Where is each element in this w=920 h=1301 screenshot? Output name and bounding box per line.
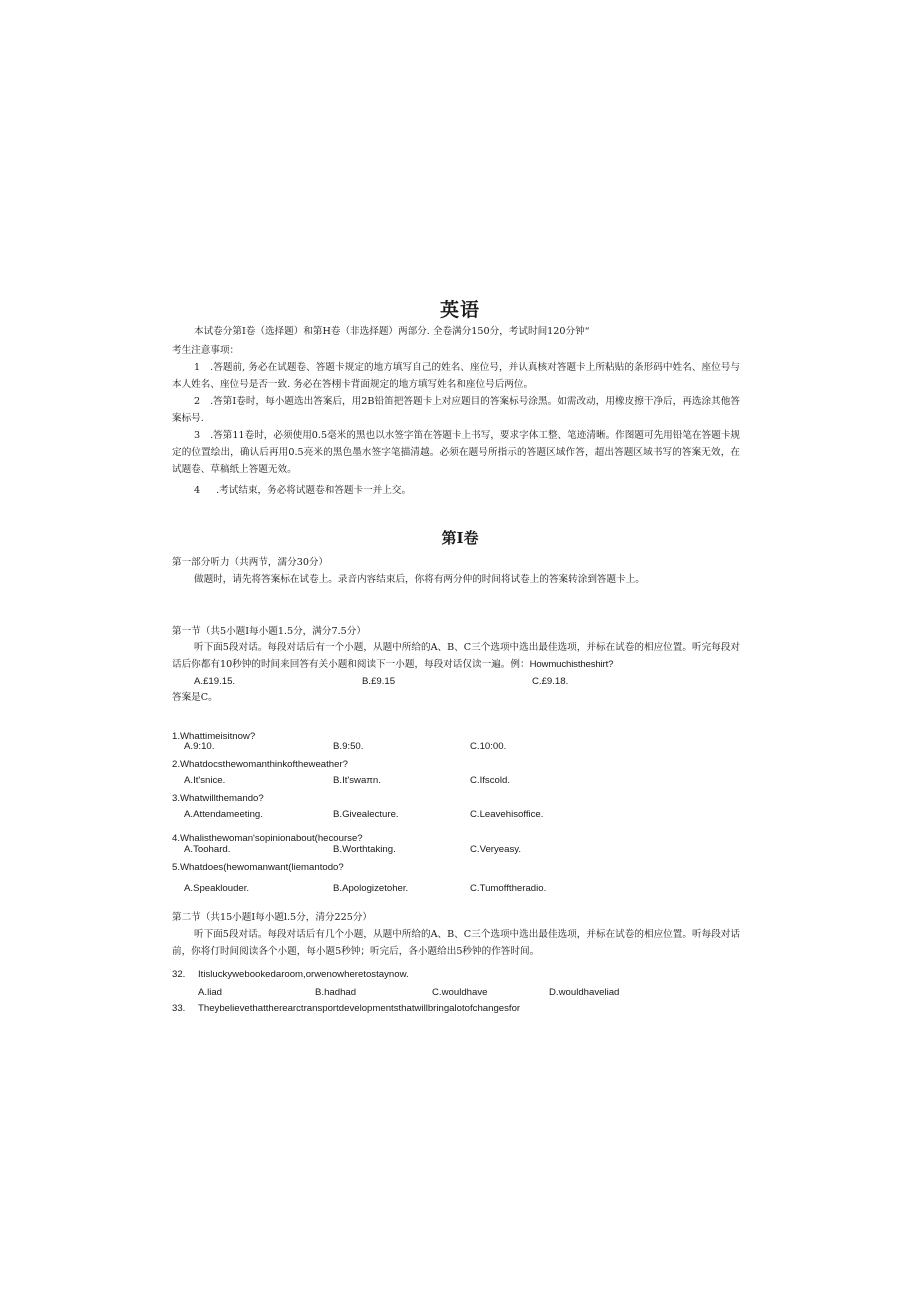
question-2: 2.Whatdocsthewomanthinkoftheweather? xyxy=(172,759,348,770)
part1-heading: 第一部分听力（共两节，濡分30分） xyxy=(172,557,329,568)
q5-option-b: B.Apologizetoher. xyxy=(333,883,409,894)
sec1-instruction-text: 听下面5段对话。每段对话后有一个小题，从题中所给的A、B、C三个选项中选出最佳选项，并标在试卷的相应位置。听完每段对话后你都有10秒钟的时间来回答有关小题和阅读下一小题，每段对话仅读一遍。例： xyxy=(172,642,740,670)
q3-option-a: A.Attendameeting. xyxy=(184,809,263,820)
notice-heading: 考生注意事项： xyxy=(172,345,240,356)
example-option-a: A.£19.15. xyxy=(194,676,236,687)
notice-number: 2 xyxy=(194,396,201,407)
example-option-b: B.£9.15 xyxy=(362,676,396,687)
intro-text xyxy=(172,323,740,340)
question-5: 5.Whatdoes(hewomanwant(liemantodo? xyxy=(172,862,344,873)
notice-2 xyxy=(172,393,740,427)
notice-number: 1 xyxy=(194,362,201,373)
exam-title: 英语 xyxy=(439,299,480,321)
question-1: 1.Whattimeisitnow? xyxy=(172,731,256,742)
q2-option-a: A.It'snice. xyxy=(184,775,226,786)
q5-option-c: C.Tumofftheradio. xyxy=(470,883,547,894)
sec1-heading: 第一节（共5小题I每小题1.5分，满分7.5分） xyxy=(172,626,366,637)
q32-option-c: C.wouldhave xyxy=(432,987,488,998)
q3-option-b: B.Givealecture. xyxy=(333,809,399,820)
q1-option-c: C.10:00. xyxy=(470,741,507,752)
q2-option-b: B.It'swaπn. xyxy=(333,775,381,786)
question-4: 4.Whalisthewoman'sopinionabout(hecourse? xyxy=(172,833,363,844)
example-option-c: C.£9.18. xyxy=(532,676,569,687)
q4-option-b: B.Worthtaking. xyxy=(333,844,396,855)
question-3: 3.Whatwillthemando? xyxy=(172,793,264,804)
notice-text: .答题前, 务必在试题卷、答题卡规定的地方填写自己的姓名、座位号，并认真核对答题卡上所粘贴的条形码中姓名、座位号与本人姓名、座位号是否一致. 务必在答栩卡背面规定的地方填写姓名和座位号后两位。 xyxy=(172,362,740,390)
q32-option-b: B.hadhad xyxy=(315,987,357,998)
example-answer: 答案是C。 xyxy=(172,692,218,703)
notice-text: .考试结束，务必将试题卷和答题卡一并上交。 xyxy=(216,485,412,496)
q2-option-c: C.Ifscold. xyxy=(470,775,510,786)
notice-number: 4 xyxy=(194,485,201,496)
part1-instruction: 做题时，请先将答案标在试卷上。录音内容结束后，你将有两分仲的时间将试卷上的答案转涂到答题卡上。 xyxy=(194,574,645,585)
q4-option-a: A.Toohard. xyxy=(184,844,231,855)
question-32: Itisluckywebookedaroom,orwenowheretostaynow. xyxy=(198,969,409,980)
q32-option-a: A.liad xyxy=(198,987,222,998)
example-question: Howmuchistheshirt? xyxy=(529,659,614,670)
notice-3 xyxy=(172,427,740,478)
sec1-instruction xyxy=(172,639,740,673)
question-33-number: 33. xyxy=(172,1003,186,1014)
section-title: 第I卷 xyxy=(441,529,479,547)
notice-1 xyxy=(172,359,740,393)
q32-option-d: D.wouldhaveliad xyxy=(549,987,620,998)
q1-option-b: B.9:50. xyxy=(333,741,364,752)
intro-line: 本试卷分第I卷（选择题）和第H卷（非选择题）两部分. 全卷满分150分，考试时间120分钟“ xyxy=(194,326,590,337)
q5-option-a: A.Speaklouder. xyxy=(184,883,250,894)
q3-option-c: C.Leavehisoffice. xyxy=(470,809,544,820)
question-32-number: 32. xyxy=(172,969,186,980)
question-33: Theybelievethattherearctransportdevelopmentsthatwillbringalotofchangesfor xyxy=(198,1003,521,1014)
notice-4 xyxy=(172,482,740,499)
notice-number: 3 xyxy=(194,430,201,441)
q1-option-a: A.9:10. xyxy=(184,741,215,752)
sec2-heading: 第二节（共15小题I每小题l.5分，清分225分） xyxy=(172,912,373,923)
q4-option-c: C.Veryeasy. xyxy=(470,844,522,855)
notice-text: .答第11卷时，必须使用0.5毫米的黑也以水签字笛在答题卡上书写，要求字体工整、笔迹清晰。作图题可先用铅笔在答题卡规定的位置绘出，确认后再用0.5亮米的黑色墨水签字笔描清越。必须在题号所指示的答题区域作答，超出答题区域书写的答案无效，在试题卷、草稿纸上答题无效。 xyxy=(172,430,740,475)
sec2-instruction-text: 听下面5段对话。每段对话后有几个小题，从题中所给的A、B、C三个选项中选出最佳选项，并标在试卷的相应位置。听每段对话前，你将仃时间阅读各个小题，每小题5秒钟；听完后，各小题给出5秒钟的作答时间。 xyxy=(172,929,740,957)
notice-text: .答第I卷时，每小题选出答案后，用2B铅笛把答题卡上对应题目的答案标号涂黑。如需改动，用橡皮擦干净后，再选涂其他答案标号. xyxy=(172,396,740,424)
sec2-instruction xyxy=(172,926,740,960)
